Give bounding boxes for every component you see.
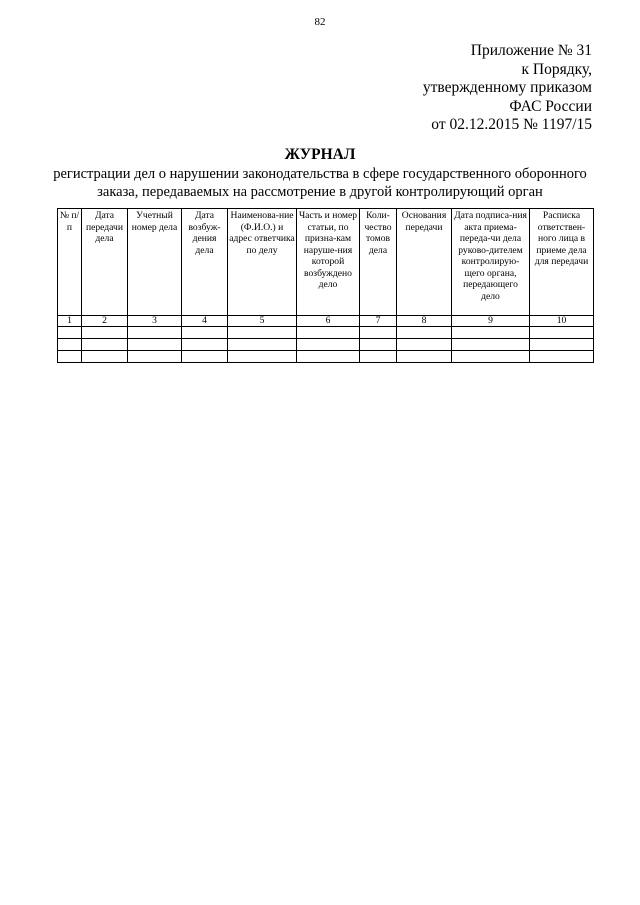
appendix-line: утвержденному приказом xyxy=(422,79,592,96)
table-header-row xyxy=(58,209,594,316)
table-cell xyxy=(182,339,228,351)
table-cell xyxy=(297,327,360,339)
table-cell xyxy=(397,351,452,363)
column-number: 2 xyxy=(82,316,128,327)
table-cell xyxy=(360,339,397,351)
appendix-line: Приложение № 31 xyxy=(470,42,592,59)
column-number: 5 xyxy=(228,316,297,327)
document-title: ЖУРНАЛ xyxy=(284,146,356,163)
column-header: Дата подписа-ния акта приема-переда-чи дела руково-дителем контролирую-щего органа, передающего дело xyxy=(452,209,530,316)
table-cell xyxy=(452,327,530,339)
table-cell xyxy=(397,327,452,339)
column-header: Часть и номер статьи, по призна-кам наруше-ния которой возбуждено дело xyxy=(297,209,360,316)
table-cell xyxy=(530,339,594,351)
table-cell xyxy=(182,351,228,363)
journal-table xyxy=(57,208,594,363)
column-header: № п/п xyxy=(58,209,82,316)
column-number: 8 xyxy=(397,316,452,327)
table-cell xyxy=(228,339,297,351)
appendix-line: к Порядку, xyxy=(521,60,592,78)
table-cell xyxy=(128,327,182,339)
column-number: 9 xyxy=(452,316,530,327)
column-number: 3 xyxy=(128,316,182,327)
appendix-block xyxy=(332,42,592,135)
column-header: Расписка ответствен-ного лица в приеме дела для передачи xyxy=(530,209,594,316)
column-number: 7 xyxy=(360,316,397,327)
table-cell xyxy=(228,327,297,339)
column-header: Учетный номер дела xyxy=(128,209,182,316)
table-cell xyxy=(82,339,128,351)
column-header: Коли-чество томов дела xyxy=(360,209,397,316)
table-cell xyxy=(530,327,594,339)
document-subtitle xyxy=(30,165,610,201)
table-cell xyxy=(297,339,360,351)
subtitle-line: регистрации дел о нарушении законодательства в сфере государственного оборонного xyxy=(53,166,587,182)
table-row xyxy=(58,351,594,363)
column-header: Основания передачи xyxy=(397,209,452,316)
table-cell xyxy=(360,351,397,363)
column-number: 10 xyxy=(530,316,594,327)
column-header: Наименова-ние (Ф.И.О.) и адрес ответчика по делу xyxy=(228,209,297,316)
table-row xyxy=(58,339,594,351)
appendix-line: от 02.12.2015 № 1197/15 xyxy=(431,116,592,133)
table-cell xyxy=(128,339,182,351)
column-number: 6 xyxy=(297,316,360,327)
appendix-line: ФАС России xyxy=(509,97,592,115)
table-cell xyxy=(360,327,397,339)
table-cell xyxy=(58,351,82,363)
column-number-row xyxy=(58,316,594,327)
table-cell xyxy=(182,327,228,339)
column-number: 1 xyxy=(58,316,82,327)
column-header: Дата возбуж-дения дела xyxy=(182,209,228,316)
table-cell xyxy=(128,351,182,363)
table-cell xyxy=(452,339,530,351)
table-cell xyxy=(228,351,297,363)
table-cell xyxy=(452,351,530,363)
table-cell xyxy=(297,351,360,363)
subtitle-line: заказа, передаваемых на рассмотрение в другой контролирующий орган xyxy=(97,184,543,200)
table-cell xyxy=(58,339,82,351)
table-cell xyxy=(82,327,128,339)
table-cell xyxy=(397,339,452,351)
column-header: Дата передачи дела xyxy=(82,209,128,316)
table-cell xyxy=(530,351,594,363)
table-row xyxy=(58,327,594,339)
table-cell xyxy=(58,327,82,339)
page-number: 82 xyxy=(314,16,326,28)
column-number: 4 xyxy=(182,316,228,327)
table-cell xyxy=(82,351,128,363)
